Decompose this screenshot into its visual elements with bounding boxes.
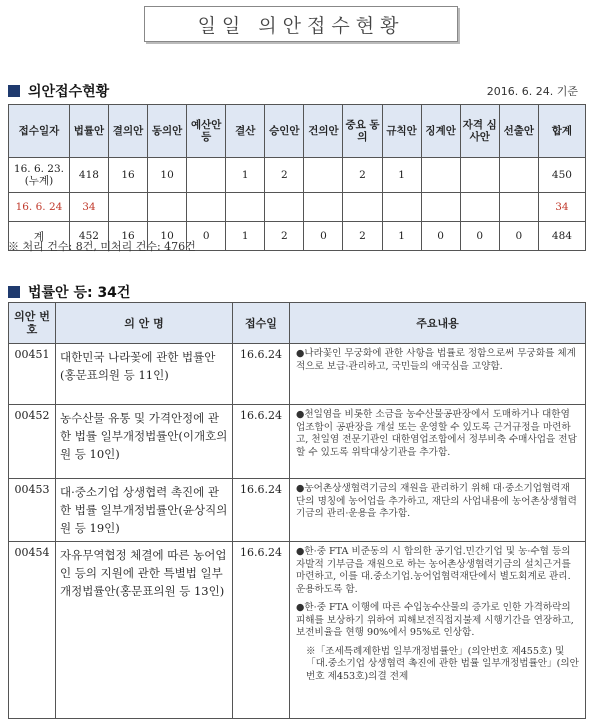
description-paragraph: ●천일염을 비롯한 소금을 농수산물공판장에서 도매하거나 대한염업조합이 공판장을 개설 또는 운영할 수 있도록 근거규정을 마련하고, 천일염 전문기관인 대한염업조합에서 정부비축 수매사업을 전담 할 수 있도록 위탁대상기관을 추가함. (296, 409, 577, 458)
bill-row (9, 479, 586, 542)
bills-table (8, 302, 586, 719)
section-bullet-icon (8, 286, 20, 298)
bill-number: 00453 (9, 479, 56, 542)
summary-cell: 16. 6. 24 (9, 193, 70, 222)
processing-note: ※ 처리 건수: 8건, 미처리 건수: 476건 (8, 240, 196, 253)
bill-date: 16.6.24 (233, 405, 290, 479)
summary-cell (148, 193, 187, 222)
summary-cell: 계 (9, 222, 70, 251)
summary-cell (187, 193, 226, 222)
summary-cell (226, 193, 265, 222)
summary-cell: 34 (538, 193, 585, 222)
bill-number: 00452 (9, 405, 56, 479)
bill-row (9, 344, 586, 405)
summary-cell: 0 (304, 222, 343, 251)
summary-cell: 484 (538, 222, 585, 251)
description-paragraph: ※「조세특례제한법 일부개정법률안」(의안번호 제455호) 및 「대.중소기업 상생협력 촉진에 관한 법률 일부개정법률안」(의안번호 제453호)의결 전제 (306, 645, 579, 682)
column-header: 선출안 (499, 105, 538, 158)
bills-header-row (9, 303, 586, 344)
column-header: 의 안 명 (56, 303, 233, 344)
summary-cell: 1 (226, 222, 265, 251)
column-header: 법률안 (69, 105, 108, 158)
summary-table (8, 104, 586, 251)
summary-cell (421, 158, 460, 193)
summary-cell (187, 158, 226, 193)
column-header: 규칙안 (382, 105, 421, 158)
description-paragraph: ●한·중 FTA 비준동의 시 합의한 공기업.민간기업 및 농·수협 등의 자발적 기부금을 재원으로 하는 농어촌상생협력기금의 설치근거를 마련하고, 이를 대.중소기업.농어업협력재단에서 별도회계로 관리.운용하도록 함. (296, 546, 571, 595)
summary-cell (265, 193, 304, 222)
summary-cell: 2 (265, 222, 304, 251)
description-paragraph: ●한·중 FTA 이행에 따른 수입농수산물의 증가로 인한 가격하락의 피해를 보상하기 위하여 피해보전직접지불제 시행기간을 연장하고, 보전비율을 현행 90%에서 95%로 인상함. (296, 602, 574, 638)
summary-header-row (9, 105, 586, 158)
column-header: 예산안 등 (187, 105, 226, 158)
description-paragraph: ●나라꽃인 무궁화에 관한 사항을 법률로 정함으로써 무궁화를 체계적으로 보급·관리하고, 국민들의 애국심을 고양함. (296, 348, 576, 372)
summary-cell: 1 (382, 158, 421, 193)
section-heading-label: 의안접수현황 (28, 84, 110, 100)
column-header: 자격 심사안 (460, 105, 499, 158)
summary-cell (108, 193, 147, 222)
section-heading-label: 법률안 등: 34건 (28, 285, 131, 301)
summary-cell: 452 (69, 222, 108, 251)
column-header: 승인안 (265, 105, 304, 158)
summary-cell (499, 158, 538, 193)
summary-cell: 1 (382, 222, 421, 251)
column-header: 중요 동의 (343, 105, 382, 158)
bill-row (9, 405, 586, 479)
summary-cell (499, 193, 538, 222)
summary-cell: 10 (148, 222, 187, 251)
bill-name: 농수산물 유통 및 가격안정에 관한 법률 일부개정법률안(이개호의원 등 10인) (56, 405, 233, 479)
summary-cell: 16. 6. 23. (누계) (9, 158, 70, 193)
bill-name: 대·중소기업 상생협력 촉진에 관한 법률 일부개정법률안(윤상직의원 등 19인) (56, 479, 233, 542)
bill-date: 16.6.24 (233, 542, 290, 719)
bill-name: 대한민국 나라꽃에 관한 법률안(홍문표의원 등 11인) (56, 344, 233, 405)
summary-cell (304, 158, 343, 193)
page-title: 일일 의안접수현황 (144, 6, 458, 42)
bill-date: 16.6.24 (233, 344, 290, 405)
summary-cell: 2 (265, 158, 304, 193)
bill-date: 16.6.24 (233, 479, 290, 542)
bill-description (290, 542, 586, 719)
summary-cell (460, 193, 499, 222)
summary-cell: 450 (538, 158, 585, 193)
summary-cell: 1 (226, 158, 265, 193)
column-header: 결의안 (108, 105, 147, 158)
summary-cell: 0 (187, 222, 226, 251)
column-header: 주요내용 (290, 303, 586, 344)
bill-description (290, 479, 586, 542)
column-header: 징계안 (421, 105, 460, 158)
bill-row (9, 542, 586, 719)
bill-description (290, 405, 586, 479)
bill-number: 00454 (9, 542, 56, 719)
summary-cell: 0 (460, 222, 499, 251)
column-header: 접수일자 (9, 105, 70, 158)
summary-cell: 10 (148, 158, 187, 193)
summary-row (9, 158, 586, 193)
summary-cell (343, 193, 382, 222)
bill-number: 00451 (9, 344, 56, 405)
summary-cell: 16 (108, 222, 147, 251)
column-header: 결산 (226, 105, 265, 158)
summary-cell: 2 (343, 222, 382, 251)
summary-cell: 0 (499, 222, 538, 251)
bill-name: 자유무역협정 체결에 따른 농어업인 등의 지원에 관한 특별법 일부개정법률안(홍문표의원 등 13인) (56, 542, 233, 719)
reference-date: 2016. 6. 24. 기준 (486, 85, 578, 98)
bill-description (290, 344, 586, 405)
summary-cell: 418 (69, 158, 108, 193)
summary-cell: 2 (343, 158, 382, 193)
summary-cell (460, 158, 499, 193)
description-paragraph: ●농어촌상생협력기금의 재원을 관리하기 위해 대·중소기업협력재단의 명칭에 농어업을 추가하고, 재단의 사업내용에 농어촌상생협력기금의 관리·운용을 추가함. (296, 483, 577, 519)
summary-cell (421, 193, 460, 222)
summary-row (9, 193, 586, 222)
column-header: 접수일 (233, 303, 290, 344)
column-header: 의안 번호 (9, 303, 56, 344)
summary-cell: 16 (108, 158, 147, 193)
summary-cell (304, 193, 343, 222)
section-bullet-icon (8, 85, 20, 97)
column-header: 동의안 (148, 105, 187, 158)
column-header: 합계 (538, 105, 585, 158)
section-heading-status (8, 81, 109, 101)
column-header: 건의안 (304, 105, 343, 158)
summary-cell: 0 (421, 222, 460, 251)
section-heading-bills (8, 282, 130, 302)
summary-cell (382, 193, 421, 222)
summary-cell: 34 (69, 193, 108, 222)
